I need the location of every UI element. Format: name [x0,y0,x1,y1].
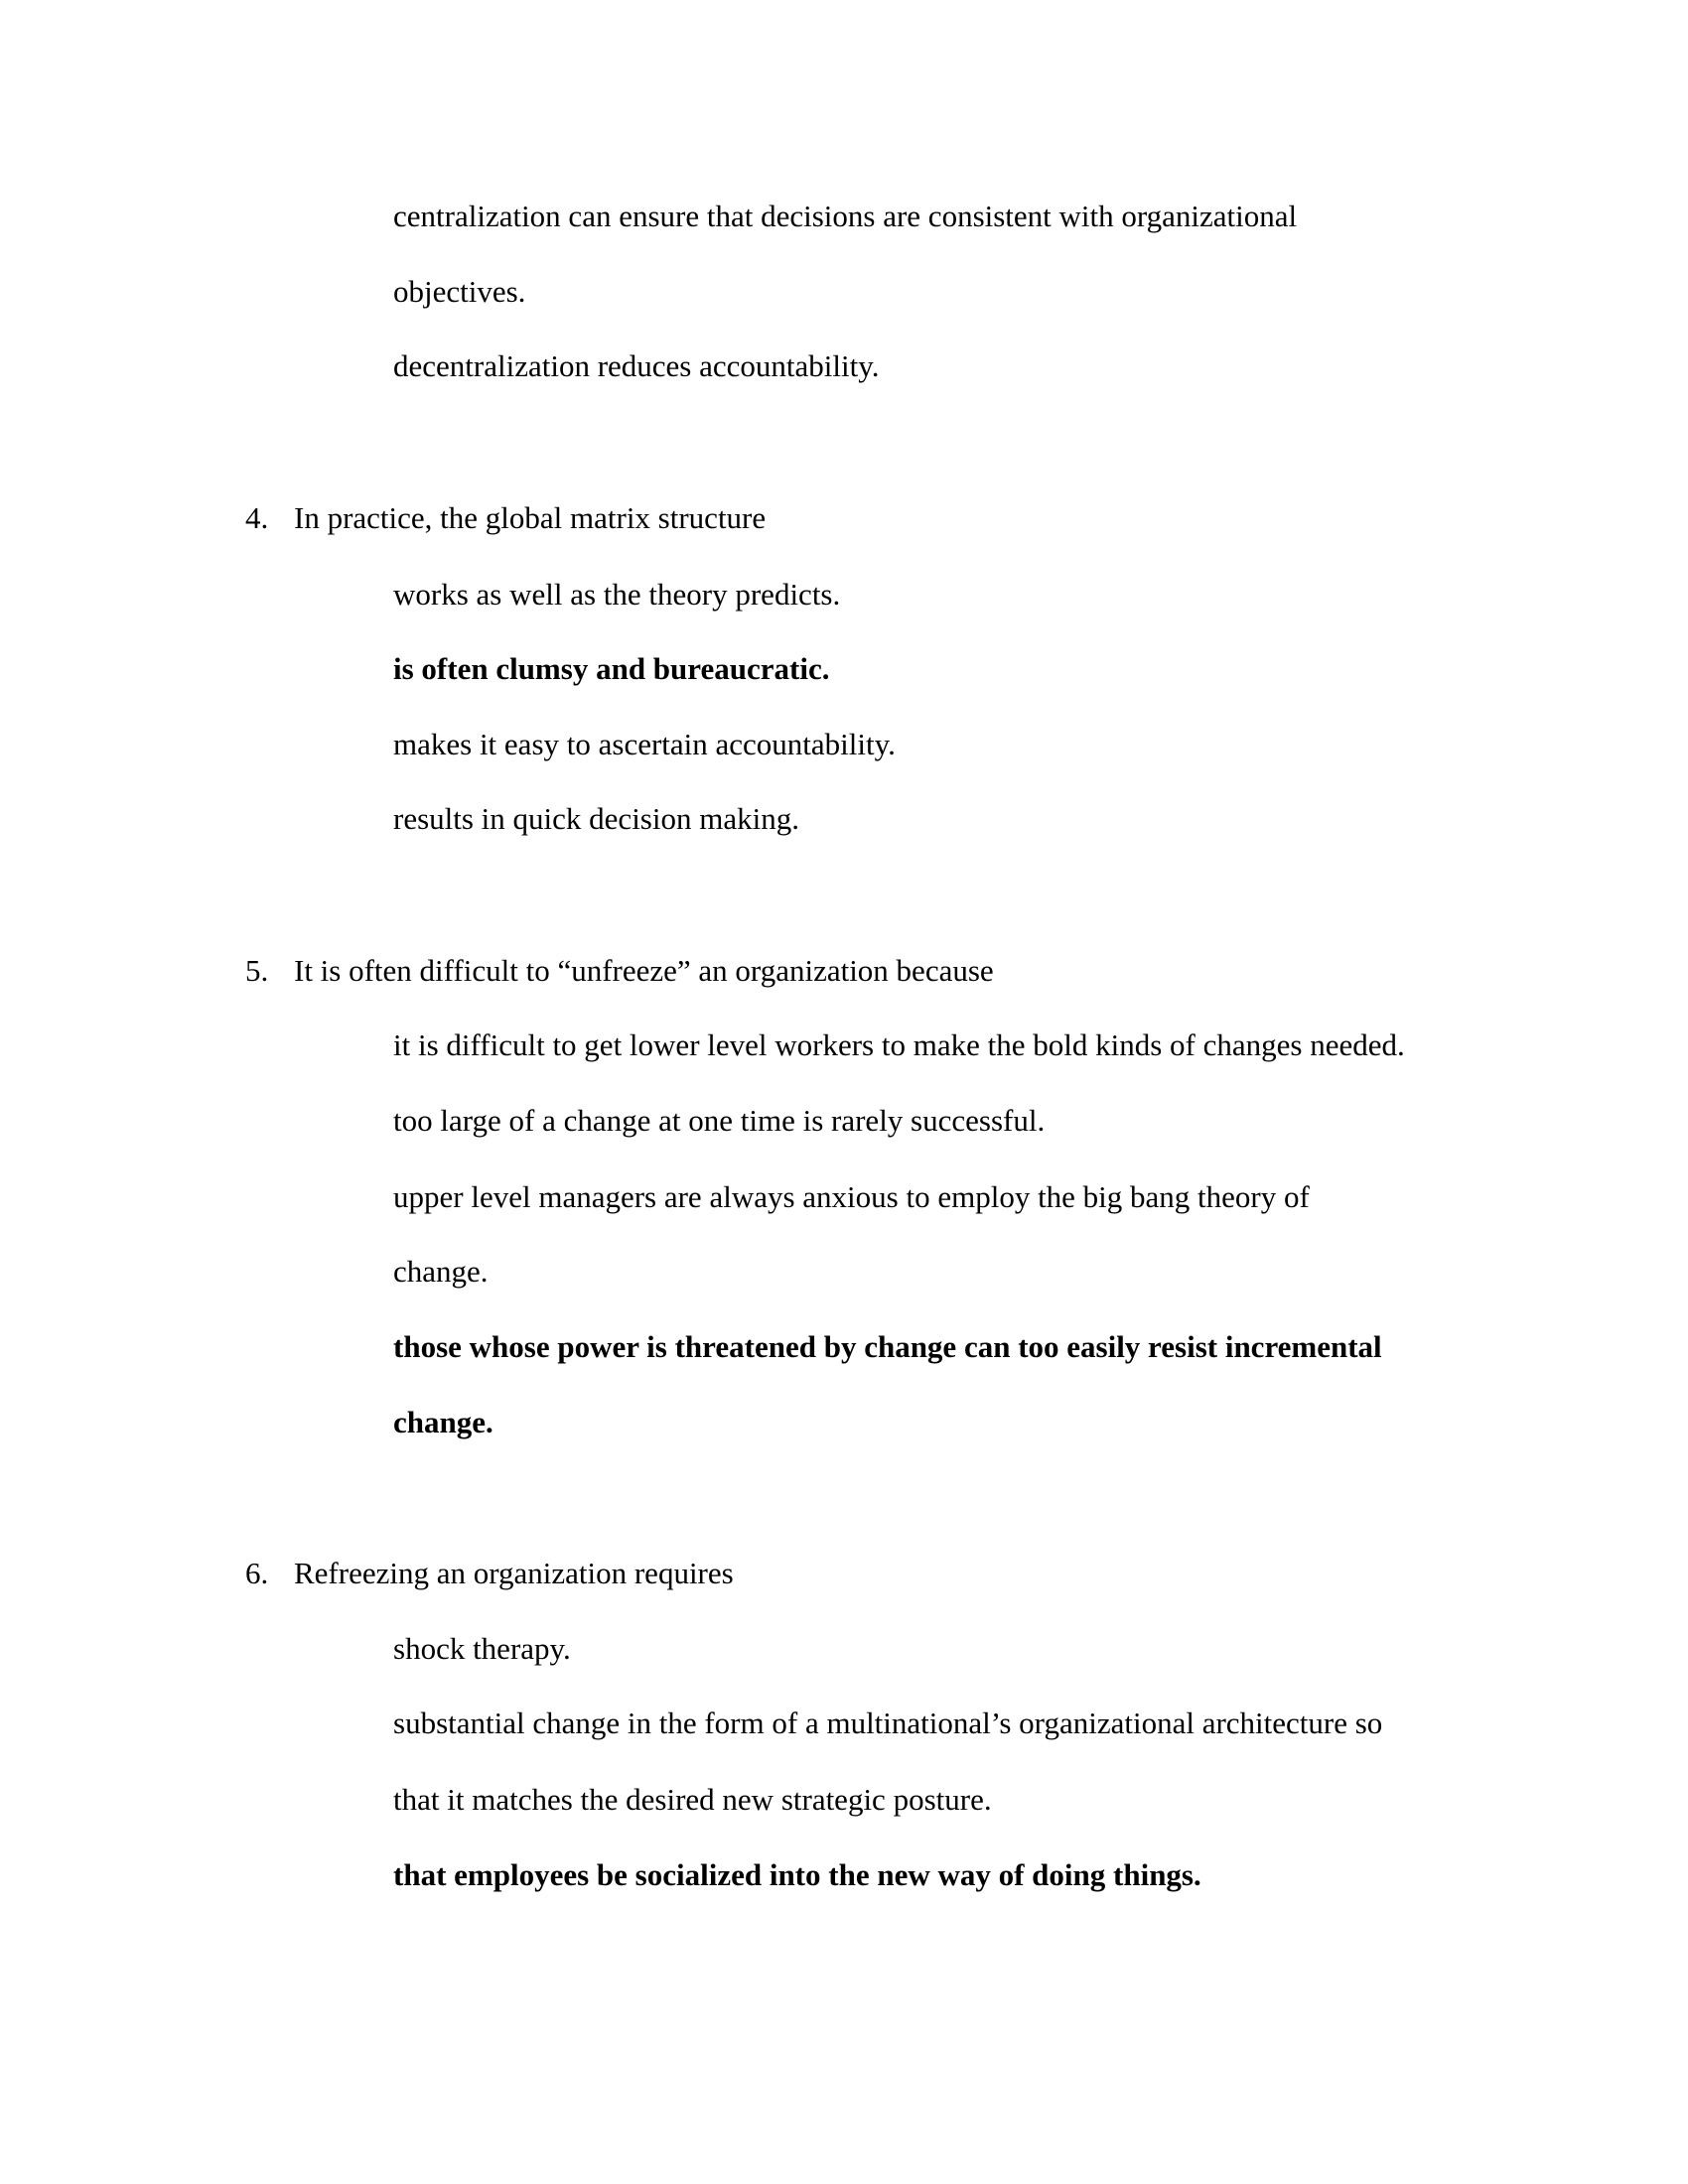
option-line: shock therapy. [393,1631,571,1666]
option-line: upper level managers are always anxious to employ the big bang theory of [393,1179,1310,1214]
option-line: change. [393,1254,489,1289]
correct-option-line: is often clumsy and bureaucratic. [393,651,830,686]
option-line: decentralization reduces accountability. [393,348,880,383]
question-number: 6. [245,1556,269,1590]
question-stem: In practice, the global matrix structure [294,500,767,535]
option-line: it is difficult to get lower level workers to make the bold kinds of changes needed. [393,1027,1405,1062]
question-stem: Refreezing an organization requires [294,1556,734,1590]
option-line: works as well as the theory predicts. [393,577,841,612]
option-line: makes it easy to ascertain accountability. [393,727,896,761]
correct-option-line: change. [393,1405,493,1439]
option-line: too large of a change at one time is rarely successful. [393,1103,1046,1138]
option-line: that it matches the desired new strategic posture. [393,1782,992,1817]
correct-option-line: those whose power is threatened by change can too easily resist incremental [393,1329,1382,1364]
correct-option-line: that employees be socialized into the new way of doing things. [393,1857,1201,1892]
question-number: 4. [245,500,269,535]
option-line: objectives. [393,274,526,309]
option-line: substantial change in the form of a multinational’s organizational architecture so [393,1706,1383,1740]
question-stem: It is often difficult to “unfreeze” an organization because [294,953,994,988]
question-number: 5. [245,953,269,988]
option-line: centralization can ensure that decisions are consistent with organizational [393,199,1298,233]
option-line: results in quick decision making. [393,801,799,836]
